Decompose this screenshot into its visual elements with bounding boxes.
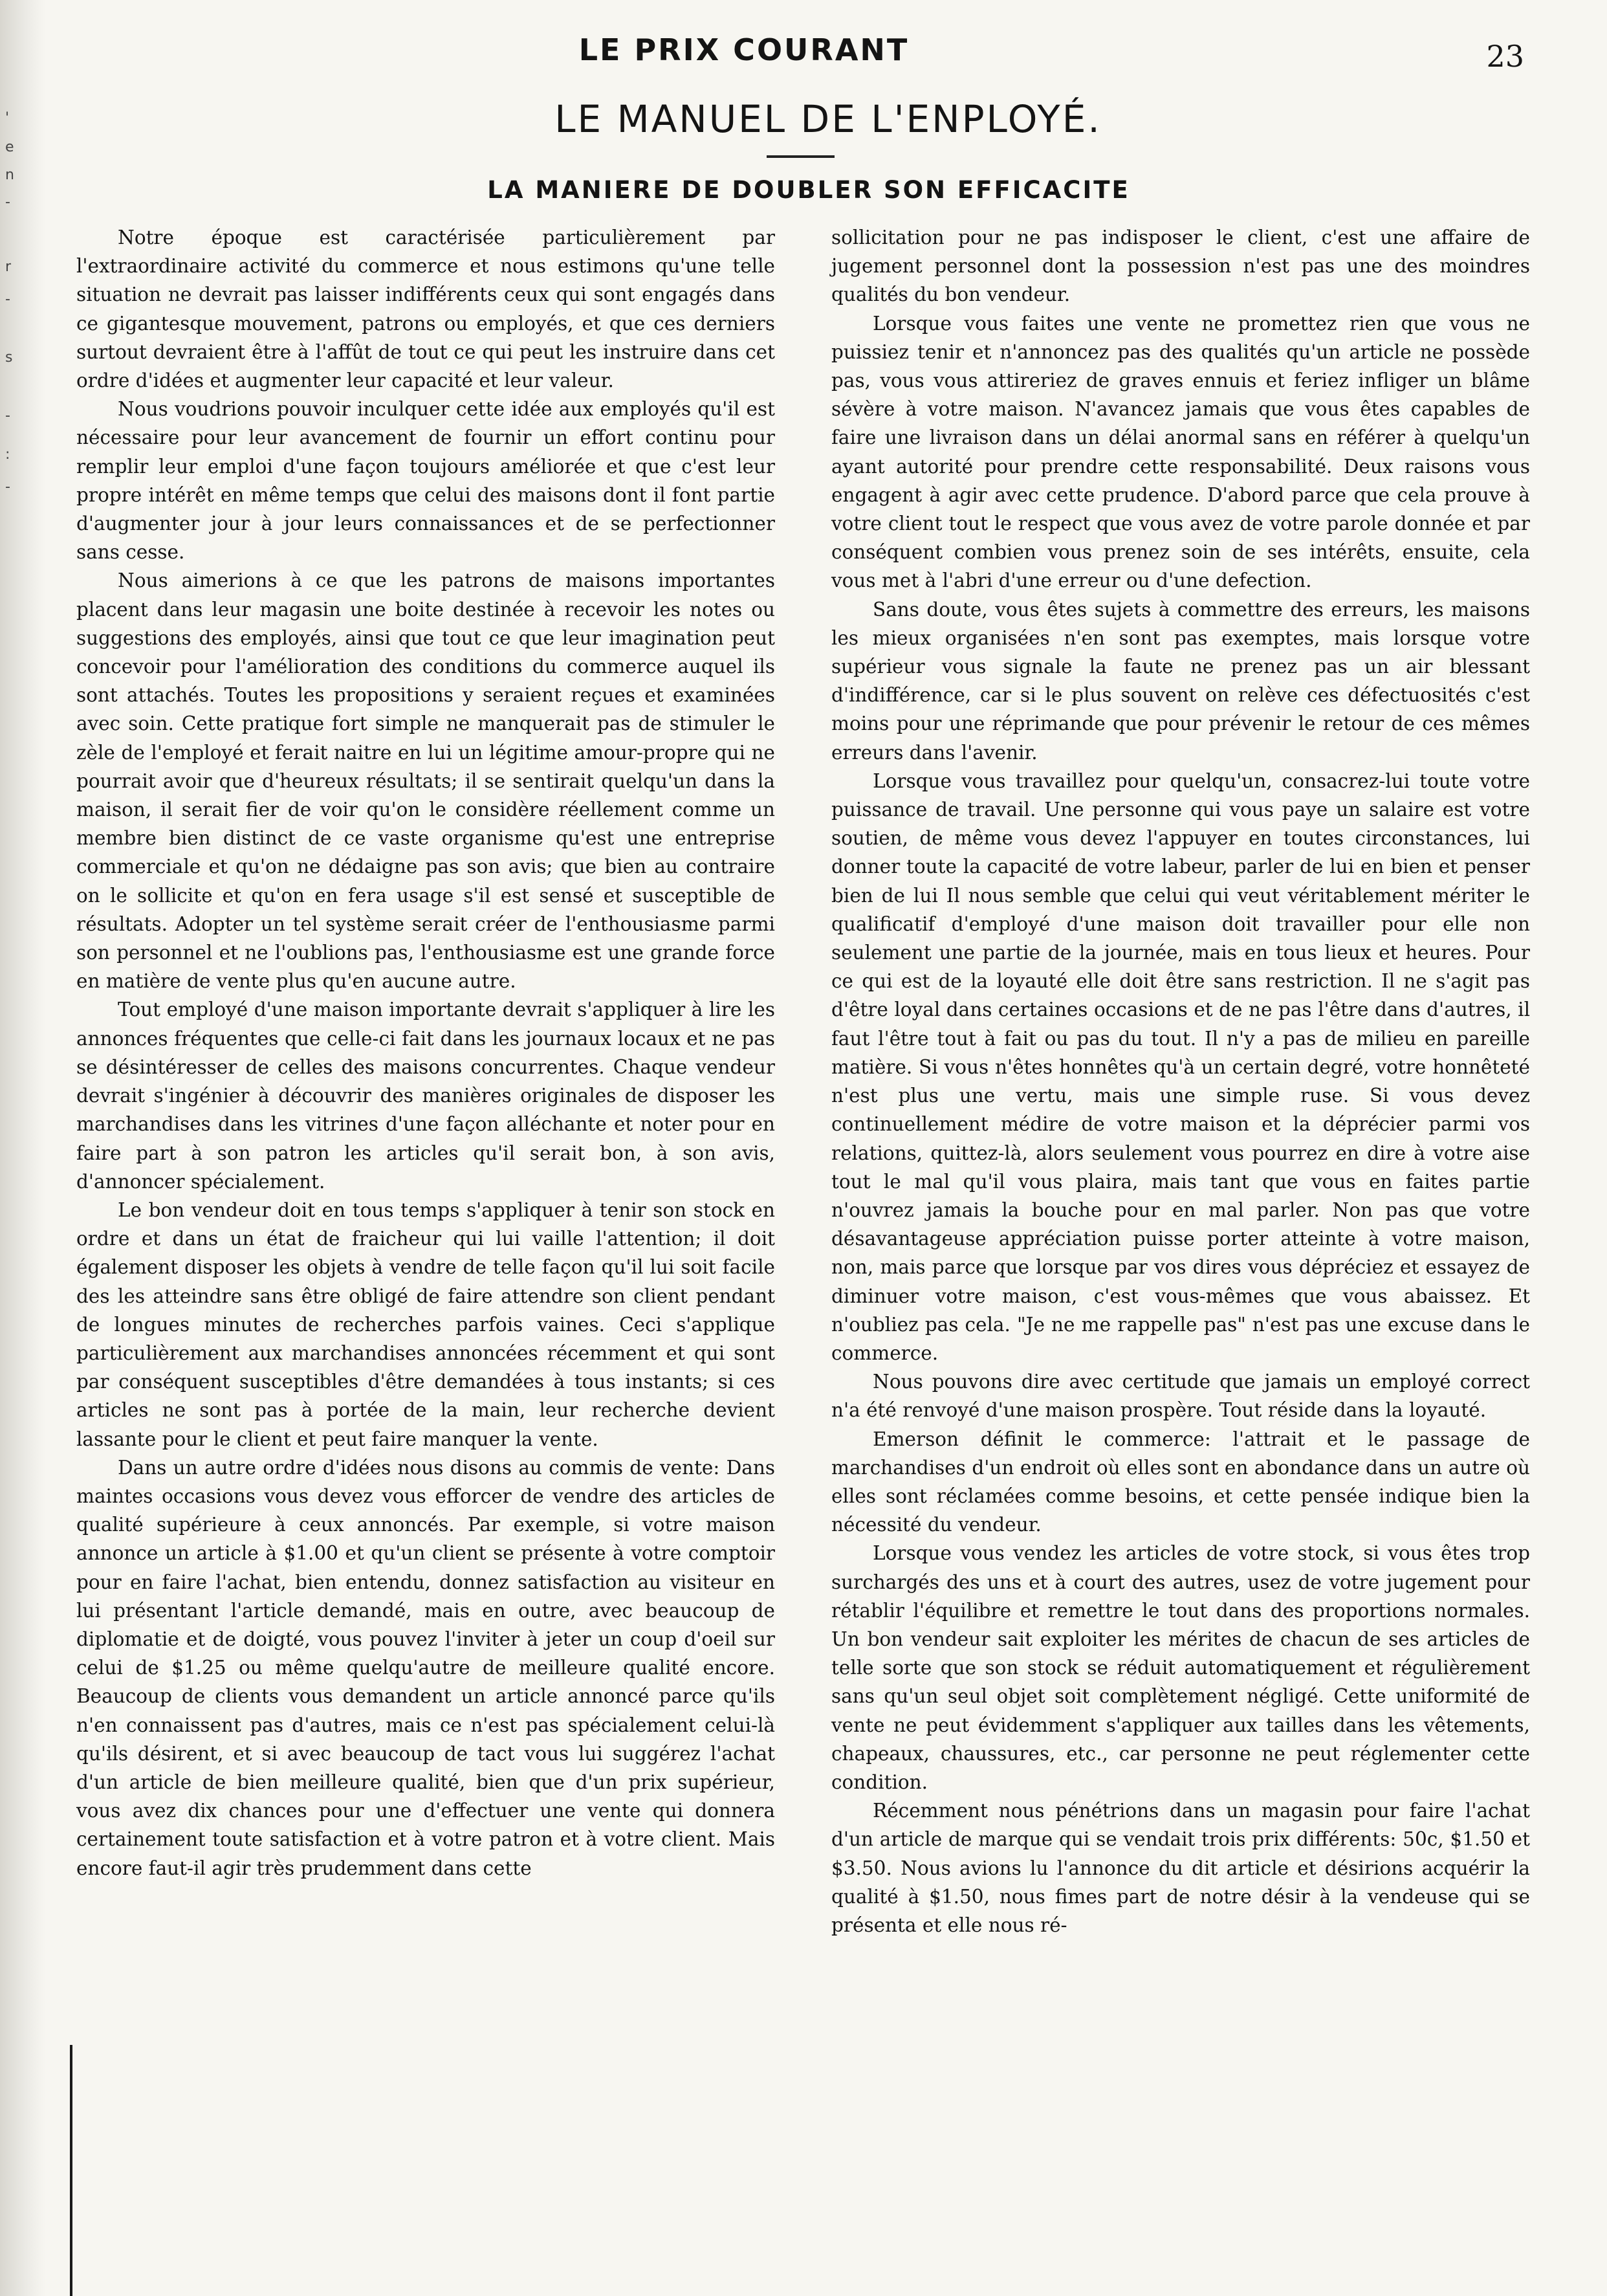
paragraph: Le bon vendeur doit en tous temps s'appliquer à tenir son stock en ordre et dans un état de fraicheur qui lui vaille l'attention; il doit également disposer les objets à vendre de telle façon qu'il lui soit facile des les atteindre sans être obligé de faire attendre son client pendant de longues minutes de recherches parfois vaines. Ceci s'applique particulièrement aux marchandises annoncées récemment et qui sont par conséquent susceptibles d'être demandées à tous instants; si ces articles ne sont pas à portée de la main, leur recherche devient lassante pour le client et peut faire manquer la vente. bbox=[76, 1198, 775, 1450]
paragraph: Lorsque vous vendez les articles de votre stock, si vous êtes trop surchargés des uns et à court des autres, usez de votre jugement pour rétablir l'équilibre et remettre le tout dans des proportions normales. Un bon vendeur sait exploiter les mérites de chacun de ses articles de telle sorte que son stock se réduit automatiquement et régulièrement sans qu'un seul objet soit complètement négligé. Cette uniformité de vente ne peut évidemment s'appliquer aux tailles dans les vêtements, chapeaux, chaussures, etc., car personne ne peut réglementer cette condition. bbox=[831, 1542, 1530, 1793]
paragraph: Lorsque vous faites une vente ne promettez rien que vous ne puissiez tenir et n'annoncez pas des qualités qu'un article ne possède pas, vous vous attireriez de graves ennuis et feriez infliger un blâme sévère à votre maison. N'avancez jamais que vous êtes capables de faire une livraison dans un délai anormal sans en référer à quelqu'un ayant autorité pour prendre cette responsabilité. Deux raisons vous engagent à agir avec cette prudence. D'abord parce que cela prouve à votre client tout le respect que vous avez de votre parole donnée et par conséquent combien vous prenez soin de ses intérêts, ensuite, cela vous met à l'abri d'une erreur ou d'une defection. bbox=[831, 312, 1530, 592]
margin-mark: r bbox=[5, 259, 12, 275]
paragraph: Emerson définit le commerce: l'attrait et le passage de marchandises d'un endroit où elles sont en abondance dans un autre où elles sont réclamées comme besoins, et cette pensée indique bien la nécessité du vendeur. bbox=[831, 1428, 1530, 1536]
margin-mark: - bbox=[5, 408, 10, 424]
margin-mark: - bbox=[5, 479, 10, 495]
article-title: LE MANUEL DE L'ENPLOYÉ. bbox=[554, 97, 1102, 141]
margin-mark: s bbox=[5, 349, 13, 366]
margin-rule bbox=[70, 2045, 72, 2296]
paragraph: Lorsque vous travaillez pour quelqu'un, consacrez-lui toute votre puissance de travail. Une personne qui vous paye un salaire est votre soutien, de même vous devez l'appuyer en toutes circonstances, lui donner toute la capacité de votre labeur, parler de lui en bien et penser bien de lui Il nous semble que celui qui veut véritablement mériter le qualificatif d'employé d'une maison doit travailler pour elle non seulement une partie de la journée, mais en tous lieux et heures. Pour ce qui est de la loyauté elle doit être sans restriction. Il ne s'agit pas d'être loyal dans certaines occasions et de ne pas l'être dans d'autres, il faut l'être tout à fait ou pas du tout. Il n'y a pas de milieu en pareille matière. Si vous n'êtes honnêtes qu'à un certain degré, votre honnêteté n'est plus une vertu, mais une simple ruse. Si vous devez continuellement médire de votre maison et la déprécier parmi vos relations, quittez-là, alors seulement vous pourrez en dire à votre aise tout le mal qu'il vous plaira, mais tant que vous en faites partie n'ouvrez jamais la bouche pour en mal parler. Non pas que votre désavantageuse appréciation puisse porter atteinte à votre maison, non, mais parce que lorsque par vos dires vous dépréciez et essayez de diminuer votre maison, c'est vous-mêmes que vous abaissez. Et n'oubliez pas cela. "Je ne me rappelle pas" n'est pas une excuse dans le commerce. bbox=[831, 769, 1530, 1364]
left-column bbox=[76, 223, 775, 1882]
paragraph: Tout employé d'une maison importante devrait s'appliquer à lire les annonces fréquentes que celle-ci fait dans les journaux locaux et ne pas se désintéresser de celles des maisons concurrentes. Chaque vendeur devrait s'ingénier à découvrir des manières originales de disposer les marchandises dans les vitrines d'une façon alléchante et noter pour en faire part à son patron les articles qu'il serait bon, à son avis, d'annoncer spécialement. bbox=[76, 999, 775, 1193]
margin-mark: n bbox=[5, 167, 14, 183]
article-subtitle: LA MANIERE DE DOUBLER SON EFFICACITE bbox=[487, 176, 1130, 204]
right-column bbox=[831, 223, 1530, 1939]
margin-mark: - bbox=[5, 291, 10, 307]
paragraph: Nous aimerions à ce que les patrons de maisons importantes placent dans leur magasin une boite destinée à recevoir les notes ou suggestions des employés, ainsi que tout ce que leur imagination peut concevoir pour l'amélioration des conditions du commerce auquel ils sont attachés. Toutes les propositions y seraient reçues et examinées avec soin. Cette pratique fort simple ne manquerait pas de stimuler le zèle de l'employé et ferait naitre en lui un légitime amour-propre qui ne pourrait avoir que d'heureux résultats; il se sentirait quelqu'un dans la maison, il serait fier de voir qu'on le considère réellement comme un membre bien distinct de ce vaste organisme qu'est une entreprise commerciale et qu'on ne dédaigne pas son avis; que bien au contraire on le sollicite et qu'on en fera usage s'il est sensé et susceptible de résultats. Adopter un tel système serait créer de l'enthousiasme parmi son personnel et ne l'oublions pas, l'enthousiasme est une grande force en matière de vente plus qu'en aucune autre. bbox=[76, 569, 775, 993]
margin-mark: : bbox=[5, 447, 10, 463]
margin-mark: ' bbox=[5, 110, 10, 126]
paragraph: Notre époque est caractérisée particulièrement par l'extraordinaire activité du commerce et nous estimons qu'une telle situation ne devrait pas laisser indifférents ceux qui sont engagés dans ce gigantesque mouvement, patrons ou employés, et que ces derniers surtout devraient être à l'affût de tout ce qui peut les instruire dans cet ordre d'idées et augmenter leur capacité et leur valeur. bbox=[76, 226, 775, 392]
running-head: LE PRIX COURANT bbox=[578, 32, 910, 67]
paragraph: Sans doute, vous êtes sujets à commettre des erreurs, les maisons les mieux organisées n'en sont pas exemptes, mais lorsque votre supérieur vous signale la faute ne prenez pas un air blessant d'indifférence, car si le plus souvent on relève ces défectuosités c'est moins pour une réprimande que pour prévenir le retour de ces mêmes erreurs dans l'avenir. bbox=[831, 598, 1530, 764]
binding-gutter bbox=[0, 0, 45, 2296]
paragraph: Récemment nous pénétrions dans un magasin pour faire l'achat d'un article de marque qui se vendait trois prix différents: 50c, $1.50 et $3.50. Nous avions lu l'annonce du dit article et désirions acquérir la qualité à $1.50, nous fimes part de notre désir à la vendeuse qui se présenta et elle nous ré- bbox=[831, 1800, 1530, 1936]
paragraph: Nous pouvons dire avec certitude que jamais un employé correct n'a été renvoyé d'une maison prospère. Tout réside dans la loyauté. bbox=[831, 1371, 1530, 1422]
page-number: 23 bbox=[1486, 39, 1524, 74]
paragraph: Dans un autre ordre d'idées nous disons au commis de vente: Dans maintes occasions vous devez vous efforcer de vendre des articles de qualité supérieure à ceux annoncés. Par exemple, si votre maison annonce un article à $1.00 et qu'un client se présente à votre comptoir pour en faire l'achat, bien entendu, donnez satisfaction au visiteur en lui présentant l'article demandé, mais en outre, avec beaucoup de diplomatie et de doigté, vous pouvez l'inviter à jeter un coup d'oeil sur celui de $1.25 ou même quelqu'autre de meilleure qualité encore. Beaucoup de clients vous demandent un article annoncé parce qu'ils n'en connaissent pas d'autres, mais ce n'est pas spécialement celui-là qu'ils désirent, et si avec beaucoup de tact vous lui suggérez l'achat d'un article de bien meilleure qualité, bien que d'un prix supérieur, vous avez dix chances pour une d'effectuer une vente qui donnera certainement toute satisfaction et à votre patron et à votre client. Mais encore faut-il agir très prudemment dans cette bbox=[76, 1456, 775, 1879]
margin-mark: e bbox=[5, 139, 14, 155]
title-divider bbox=[767, 155, 835, 158]
paragraph: Nous voudrions pouvoir inculquer cette idée aux employés qu'il est nécessaire pour leur avancement de fournir un effort continu pour remplir leur emploi d'une façon toujours améliorée et que c'est leur propre intérêt en même temps que celui des maisons dont il font partie d'augmenter jour à jour leurs connaissances et de se perfectionner sans cesse. bbox=[76, 398, 775, 564]
paragraph: sollicitation pour ne pas indisposer le client, c'est une affaire de jugement personnel dont la possession n'est pas une des moindres qualités du bon vendeur. bbox=[831, 226, 1530, 306]
margin-mark: - bbox=[5, 194, 10, 210]
